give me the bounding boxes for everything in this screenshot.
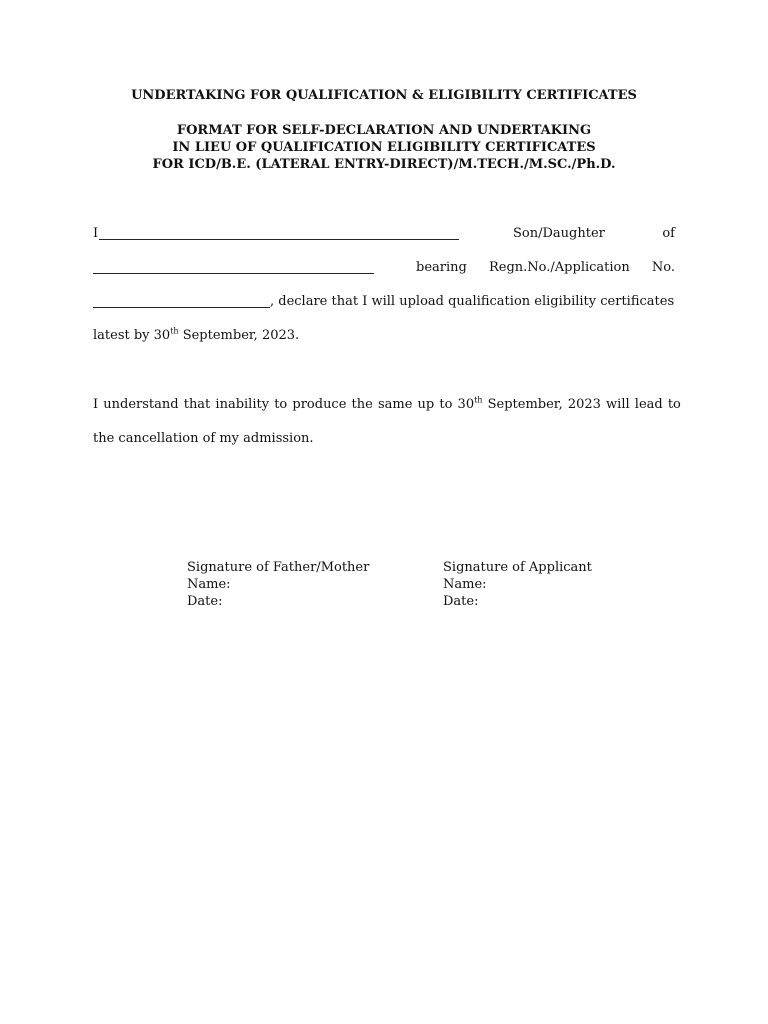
parent-signature-label: Signature of Father/Mother — [187, 560, 370, 575]
bearing-label: bearing — [416, 260, 467, 275]
applicant-date-label: Date: — [443, 594, 479, 609]
deadline-suffix: September, 2023. — [178, 328, 300, 343]
applicant-name-blank[interactable] — [99, 227, 459, 240]
applicant-name-label: Name: — [443, 577, 487, 592]
declaration-line-2 — [93, 260, 675, 278]
parent-date-label: Date: — [187, 594, 223, 609]
declaration-line-3 — [93, 294, 675, 312]
declare-text: , declare that I will upload qualification eligibility certificates — [270, 294, 675, 309]
subtitle-line-3: FOR ICD/B.E. (LATERAL ENTRY-DIRECT)/M.TECH./M.SC./Ph.D. — [152, 157, 616, 172]
of-label: of — [662, 226, 675, 241]
understanding-suffix: September, 2023 will lead to — [482, 397, 681, 412]
applicant-signature-block — [443, 559, 592, 610]
deadline-prefix: latest by 30 — [93, 328, 171, 343]
son-daughter-label: Son/Daughter — [513, 226, 605, 241]
regn-application-label: Regn.No./Application — [489, 260, 630, 275]
applicant-signature-label: Signature of Applicant — [443, 560, 592, 575]
parent-name-blank[interactable] — [93, 261, 374, 274]
declaration-line-4 — [93, 328, 675, 343]
declaration-line-1 — [93, 226, 675, 244]
parent-signature-block — [187, 559, 369, 610]
parent-name-label: Name: — [187, 577, 231, 592]
subtitle-line-2: IN LIEU OF QUALIFICATION ELIGIBILITY CERTIFICATES — [172, 140, 596, 155]
declaration-i: I — [93, 226, 99, 241]
understanding-line-2: the cancellation of my admission. — [93, 431, 314, 446]
deadline-ordinal: th — [170, 326, 179, 336]
no-label: No. — [651, 260, 675, 275]
registration-number-blank[interactable] — [93, 295, 270, 308]
document-title: UNDERTAKING FOR QUALIFICATION & ELIGIBILITY CERTIFICATES — [131, 88, 637, 103]
subtitle-line-1: FORMAT FOR SELF-DECLARATION AND UNDERTAKING — [176, 123, 592, 138]
understanding-line-1 — [93, 395, 681, 412]
understanding-prefix: I understand that inability to produce the same up to 30 — [93, 397, 475, 412]
understanding-ordinal: th — [474, 395, 483, 405]
